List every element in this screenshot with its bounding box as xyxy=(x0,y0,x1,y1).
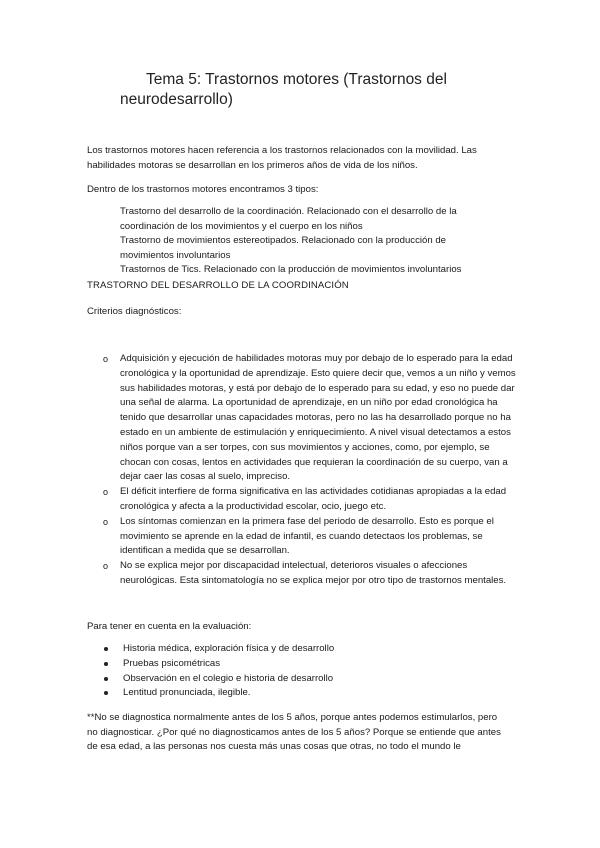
bullet-icon xyxy=(104,691,108,695)
list-marker: o xyxy=(103,354,109,364)
list-item-text: No se explica mejor por discapacidad intelectual, deterioros visuales o afecciones neurológicas. Esta sintomatología no se explica mejor por otro tipo de trastornos mentales. xyxy=(120,560,507,586)
list-item xyxy=(103,672,503,687)
bullet-icon xyxy=(104,647,108,651)
list-marker: o xyxy=(103,561,109,572)
list-item xyxy=(103,352,519,485)
list-item xyxy=(103,485,519,515)
list-item xyxy=(103,686,503,701)
list-item-text: El déficit interfiere de forma significativa en las actividades cotidianas apropiadas a la edad cronológica y afecta a la productividad escolar, ocio, juego etc. xyxy=(120,486,507,512)
list-item-text: Historia médica, exploración física y de desarrollo xyxy=(123,643,335,654)
page-title xyxy=(120,70,540,110)
evaluacion-list xyxy=(103,642,503,701)
list-item-text: Pruebas psicométricas xyxy=(123,657,221,669)
type-item: Trastorno de movimientos estereotipados. Relacionado con la producción de movimientos involuntarios xyxy=(120,235,447,261)
intro-paragraph: Los trastornos motores hacen referencia a los trastornos relacionados con la movilidad. Las habilidades motoras se desarrollan en los primeros años de vida de los niños. xyxy=(87,145,477,171)
types-list xyxy=(120,205,500,278)
section-heading: TRASTORNO DEL DESARROLLO DE LA COORDINACIÓN xyxy=(87,280,349,291)
list-item xyxy=(103,657,503,672)
criterios-list xyxy=(103,352,519,589)
type-item: Trastorno del desarrollo de la coordinación. Relacionado con el desarrollo de la coordinación de los movimientos y el cuerpo en los niños xyxy=(120,206,457,232)
type-item: Trastornos de Tics. Relacionado con la producción de movimientos involuntarios xyxy=(120,264,462,276)
bullet-icon xyxy=(104,677,108,681)
list-item xyxy=(103,559,519,589)
evaluacion-label: Para tener en cuenta en la evaluación: xyxy=(87,621,252,632)
title-line-1: Tema 5: Trastornos motores (Trastornos del xyxy=(146,71,447,88)
bullet-icon xyxy=(104,662,108,666)
list-item-text: Observación en el colegio e historia de desarrollo xyxy=(123,672,334,684)
list-item xyxy=(103,515,519,559)
criterios-label: Criterios diagnósticos: xyxy=(87,306,182,317)
list-marker: o xyxy=(103,516,109,527)
list-marker: o xyxy=(103,487,109,498)
list-item-text: Adquisición y ejecución de habilidades motoras muy por debajo de lo esperado para la edad cronológica y la oportunidad de aprendizaje. Esto quiere decir que, vemos a un niño y vemos sus habilidades motoras, y está por debajo de lo esperado para su edad, y eso no puede dar una señal de alarma. La oportunidad de aprendizaje, en un niño por edad cronológica ha tenido que desarrollar unas capacidades motoras, pero no las ha desarrollado porque no ha estado en un ambiente de estimulación y enriquecimiento. A nivel visual detectamos a estos niños porque van a ser torpes, con sus movimientos y acciones, como, por ejemplo, se chocan con cosas, lentos en actividades que requieran la coordinación de su cuerpo, van a dejar caer las cosas al suelo, impreciso. xyxy=(120,353,516,483)
list-item-text: Los síntomas comienzan en la primera fase del periodo de desarrollo. Esto es porque el movimiento se aprende en la edad de infantil, es cuando detectaos los problemas, se identifican a medida que se desarrollan. xyxy=(120,515,494,557)
note-paragraph: **No se diagnostica normalmente antes de los 5 años, porque antes podemos estimularlos, pero no diagnosticar. ¿Por qué no diagnosticamos antes de los 5 años? Porque se entiende que antes de esa edad, a las personas nos cuesta más unas cosas que otras, no todo el mundo le xyxy=(87,712,501,753)
types-intro: Dentro de los trastornos motores encontramos 3 tipos: xyxy=(87,184,319,195)
title-line-2: neurodesarrollo) xyxy=(120,91,233,108)
list-item-text: Lentitud pronunciada, ilegible. xyxy=(123,687,251,699)
list-item xyxy=(103,642,503,657)
